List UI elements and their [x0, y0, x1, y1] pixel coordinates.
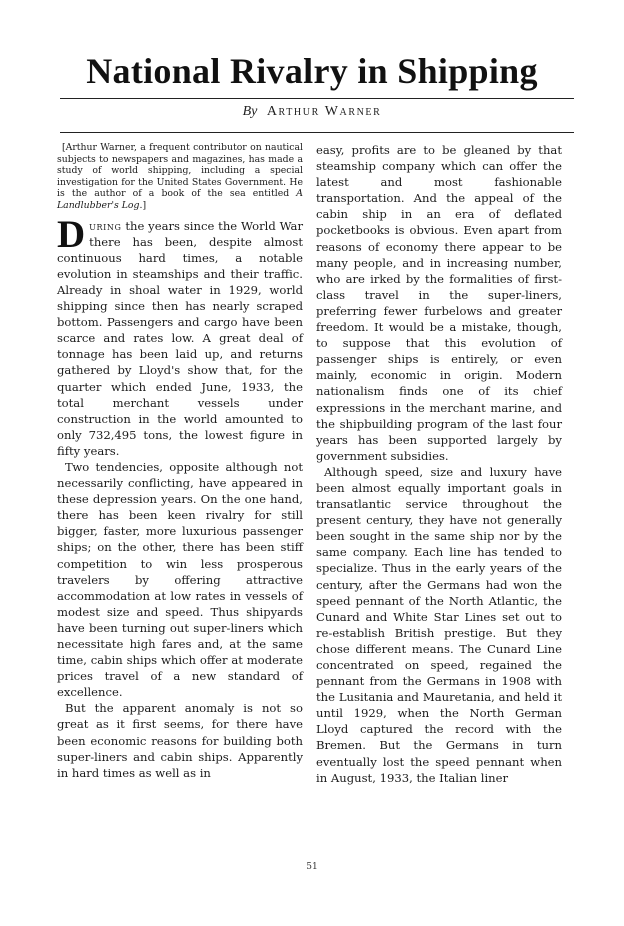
page-number: 51	[306, 862, 318, 872]
paragraph-1-text: the years since the World War there has been, despite almost continuous hard times, a notable evolution in steamships and their traffic. Already in shoal water in 1929, world shipping since then has nearly scraped bottom. Passengers and cargo have been scarce and rates low. A great deal of tonnage has been laid up, and returns gathered by Lloyd's show that, for the quarter which ended June, 1933, the total merchant vessels under construction in the world amounted to only 732,495 tons, the lowest figure in fifty years.	[57, 218, 303, 458]
paragraph-3: But the apparent anomaly is not so great as it first seems, for there have been economic reasons for building both super-liners and cabin ships. Apparently in hard times as well as in	[57, 701, 303, 780]
author-note-end: .]	[139, 199, 147, 211]
byline	[0, 104, 624, 120]
article-title: National Rivalry in Shipping	[86, 51, 538, 91]
right-column	[316, 142, 562, 786]
byline-prefix: By	[242, 104, 258, 119]
book-title: A Landlubber's Log	[57, 188, 303, 211]
drop-cap: D	[57, 212, 86, 256]
byline-rule	[60, 132, 574, 133]
lead-in: uring	[89, 218, 122, 233]
title-rule	[60, 98, 574, 99]
left-column	[57, 142, 303, 781]
author-name: Arthur Warner	[266, 104, 382, 119]
author-note	[57, 142, 303, 212]
paragraph-2: Two tendencies, opposite although not necessarily conflicting, have appeared in these depression years. On the one hand, there has been keen rivalry for still bigger, faster, more luxurious passenger ships; on the other, there has been stiff competition to win less prosperous travelers by offering attractive accommodation at low rates in vessels of modest size and speed. Thus shipyards have been turning out super-liners which necessitate high fares and, at the same time, cabin ships which offer at moderate prices travel of a new standard of excellence.	[57, 459, 303, 700]
paragraph-3-continued: easy, profits are to be gleaned by that steamship company which can offer the latest and most fashionable transportation. And the appeal of the cabin ship in an era of deflated pocketbooks is obvious. Even apart from reasons of economy there appear to be many people, and in increasing number, who are irked by the formalities of first-class travel in the super-liners, preferring fewer furbelows and greater freedom. It would be a mistake, though, to suppose that this evolution of passenger ships is entirely, or even mainly, economic in origin. Modern nationalism finds one of its chief expressions in the merchant marine, and the shipbuilding program of the last four years has been supported largely by government subsidies.	[316, 143, 562, 463]
author-note-text: [Arthur Warner, a frequent contributor on nautical subjects to newspapers and magazines, has made a study of world shipping, including a special investigation for the United States Government. He is the author of a book of the sea entitled	[57, 142, 303, 200]
paragraph-1	[57, 212, 303, 459]
paragraph-4: Although speed, size and luxury have been almost equally important goals in transatlantic service throughout the present century, they have not generally been sought in the same ship nor by the same company. Each line has tended to specialize. Thus in the early years of the century, after the Germans had won the speed pennant of the North Atlantic, the Cunard and White Star Lines set out to re-establish British prestige. But they chose different means. The Cunard Line concentrated on speed, regained the pennant from the Germans in 1908 with the Lusitania and Mauretania, and held it until 1929, when the North German Lloyd captured the record with the Bremen. But the Germans in turn eventually lost the speed pennant when in August, 1933, the Italian liner	[316, 464, 562, 785]
